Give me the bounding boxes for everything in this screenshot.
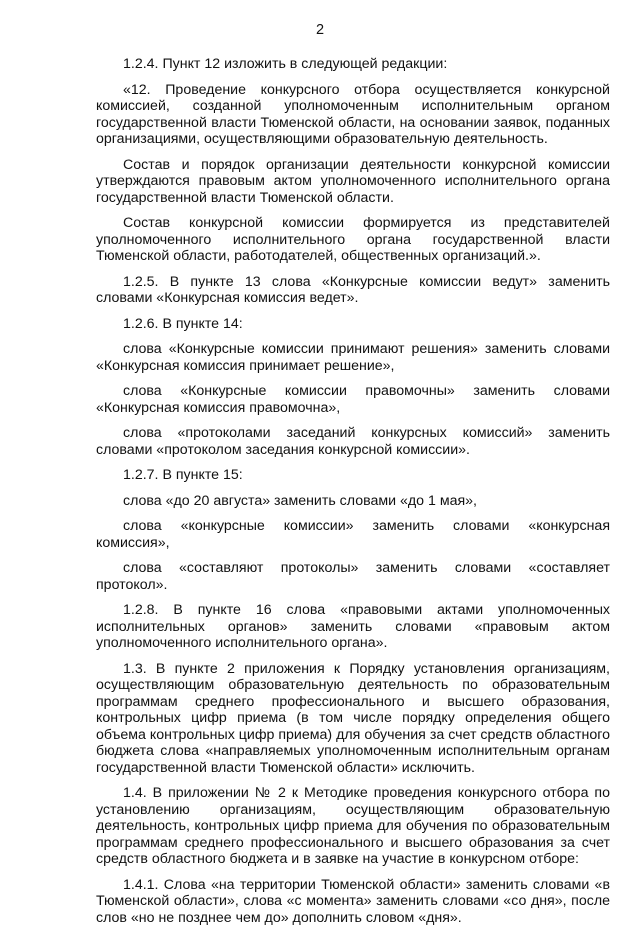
paragraph-1-2-8: 1.2.8. В пункте 16 слова «правовыми актами уполномоченных исполнительных органов» заменить словами «правовым актом уполномоченного исполнительного органа». [96, 602, 610, 651]
paragraph-1-3: 1.3. В пункте 2 приложения к Порядку установления организациям, осуществляющим образовательную деятельность по образовательным программам среднего профессионального и высшего образования, контрольных цифр приема (в том числе порядку определения общего объема контрольных цифр приема) для обучения за счет средств областного бюджета слова «направляемых уполномоченным исполнительным органам государственной власти Тюменской области» исключить. [96, 660, 610, 776]
paragraph-1-2-5: 1.2.5. В пункте 13 слова «Конкурсные комиссии ведут» заменить словами «Конкурсная комиссия ведет». [96, 273, 610, 306]
paragraph-commission-order: Состав и порядок организации деятельности конкурсной комиссии утверждаются правовым актом уполномоченного исполнительного органа государственной власти Тюменской области. [96, 156, 610, 206]
paragraph-commission-composition: Состав конкурсной комиссии формируется из представителей уполномоченного исполнительного органа государственной власти Тюменской области, работодателей, общественных организаций.». [96, 215, 610, 264]
page-number: 2 [315, 22, 325, 38]
paragraph-1-4: 1.4. В приложении № 2 к Методике проведения конкурсного отбора по установлению организациям, осуществляющим образовательную деятельность, контрольных цифр приема для обучения по образовательным программам среднего профессионального и высшего образования за счет средств областного бюджета и в заявке на участие в конкурсном отборе: [96, 785, 610, 867]
paragraph-1-2-4: 1.2.4. Пункт 12 изложить в следующей редакции: [123, 56, 448, 72]
paragraph-1-2-6-item-2: слова «Конкурсные комиссии правомочны» заменить словами «Конкурсная комиссия правомочна», [96, 383, 610, 416]
paragraph-1-2-7-item-1: слова «до 20 августа» заменить словами «до 1 мая», [123, 492, 477, 509]
paragraph-1-2-6-item-1: слова «Конкурсные комиссии принимают решения» заменить словами «Конкурсная комиссия принимает решение», [96, 341, 610, 374]
paragraph-1-2-7-item-3: слова «составляют протоколы» заменить словами «составляет протокол». [96, 560, 610, 593]
paragraph-point-12-text: «12. Проведение конкурсного отбора осуществляется конкурсной комиссией, созданной уполномоченным исполнительным органом государственной власти Тюменской области, на основании заявок, поданных организациями, осуществляющими образовательную деятельность. [96, 81, 610, 147]
paragraph-1-2-6-item-3: слова «протоколами заседаний конкурсных комиссий» заменить словами «протоколом заседания конкурсной комиссии». [96, 425, 610, 458]
paragraph-1-2-7: 1.2.7. В пункте 15: [123, 467, 243, 483]
paragraph-1-2-6: 1.2.6. В пункте 14: [123, 315, 243, 332]
paragraph-1-4-1: 1.4.1. Слова «на территории Тюменской области» заменить словами «в Тюменской области», слова «с момента» заменить словами «со дня», после слов «но не позднее чем до» дополнить словом «дня». [96, 876, 610, 926]
document-body [96, 56, 610, 935]
paragraph-1-2-7-item-2: слова «конкурсные комиссии» заменить словами «конкурсная комиссия», [96, 518, 610, 551]
